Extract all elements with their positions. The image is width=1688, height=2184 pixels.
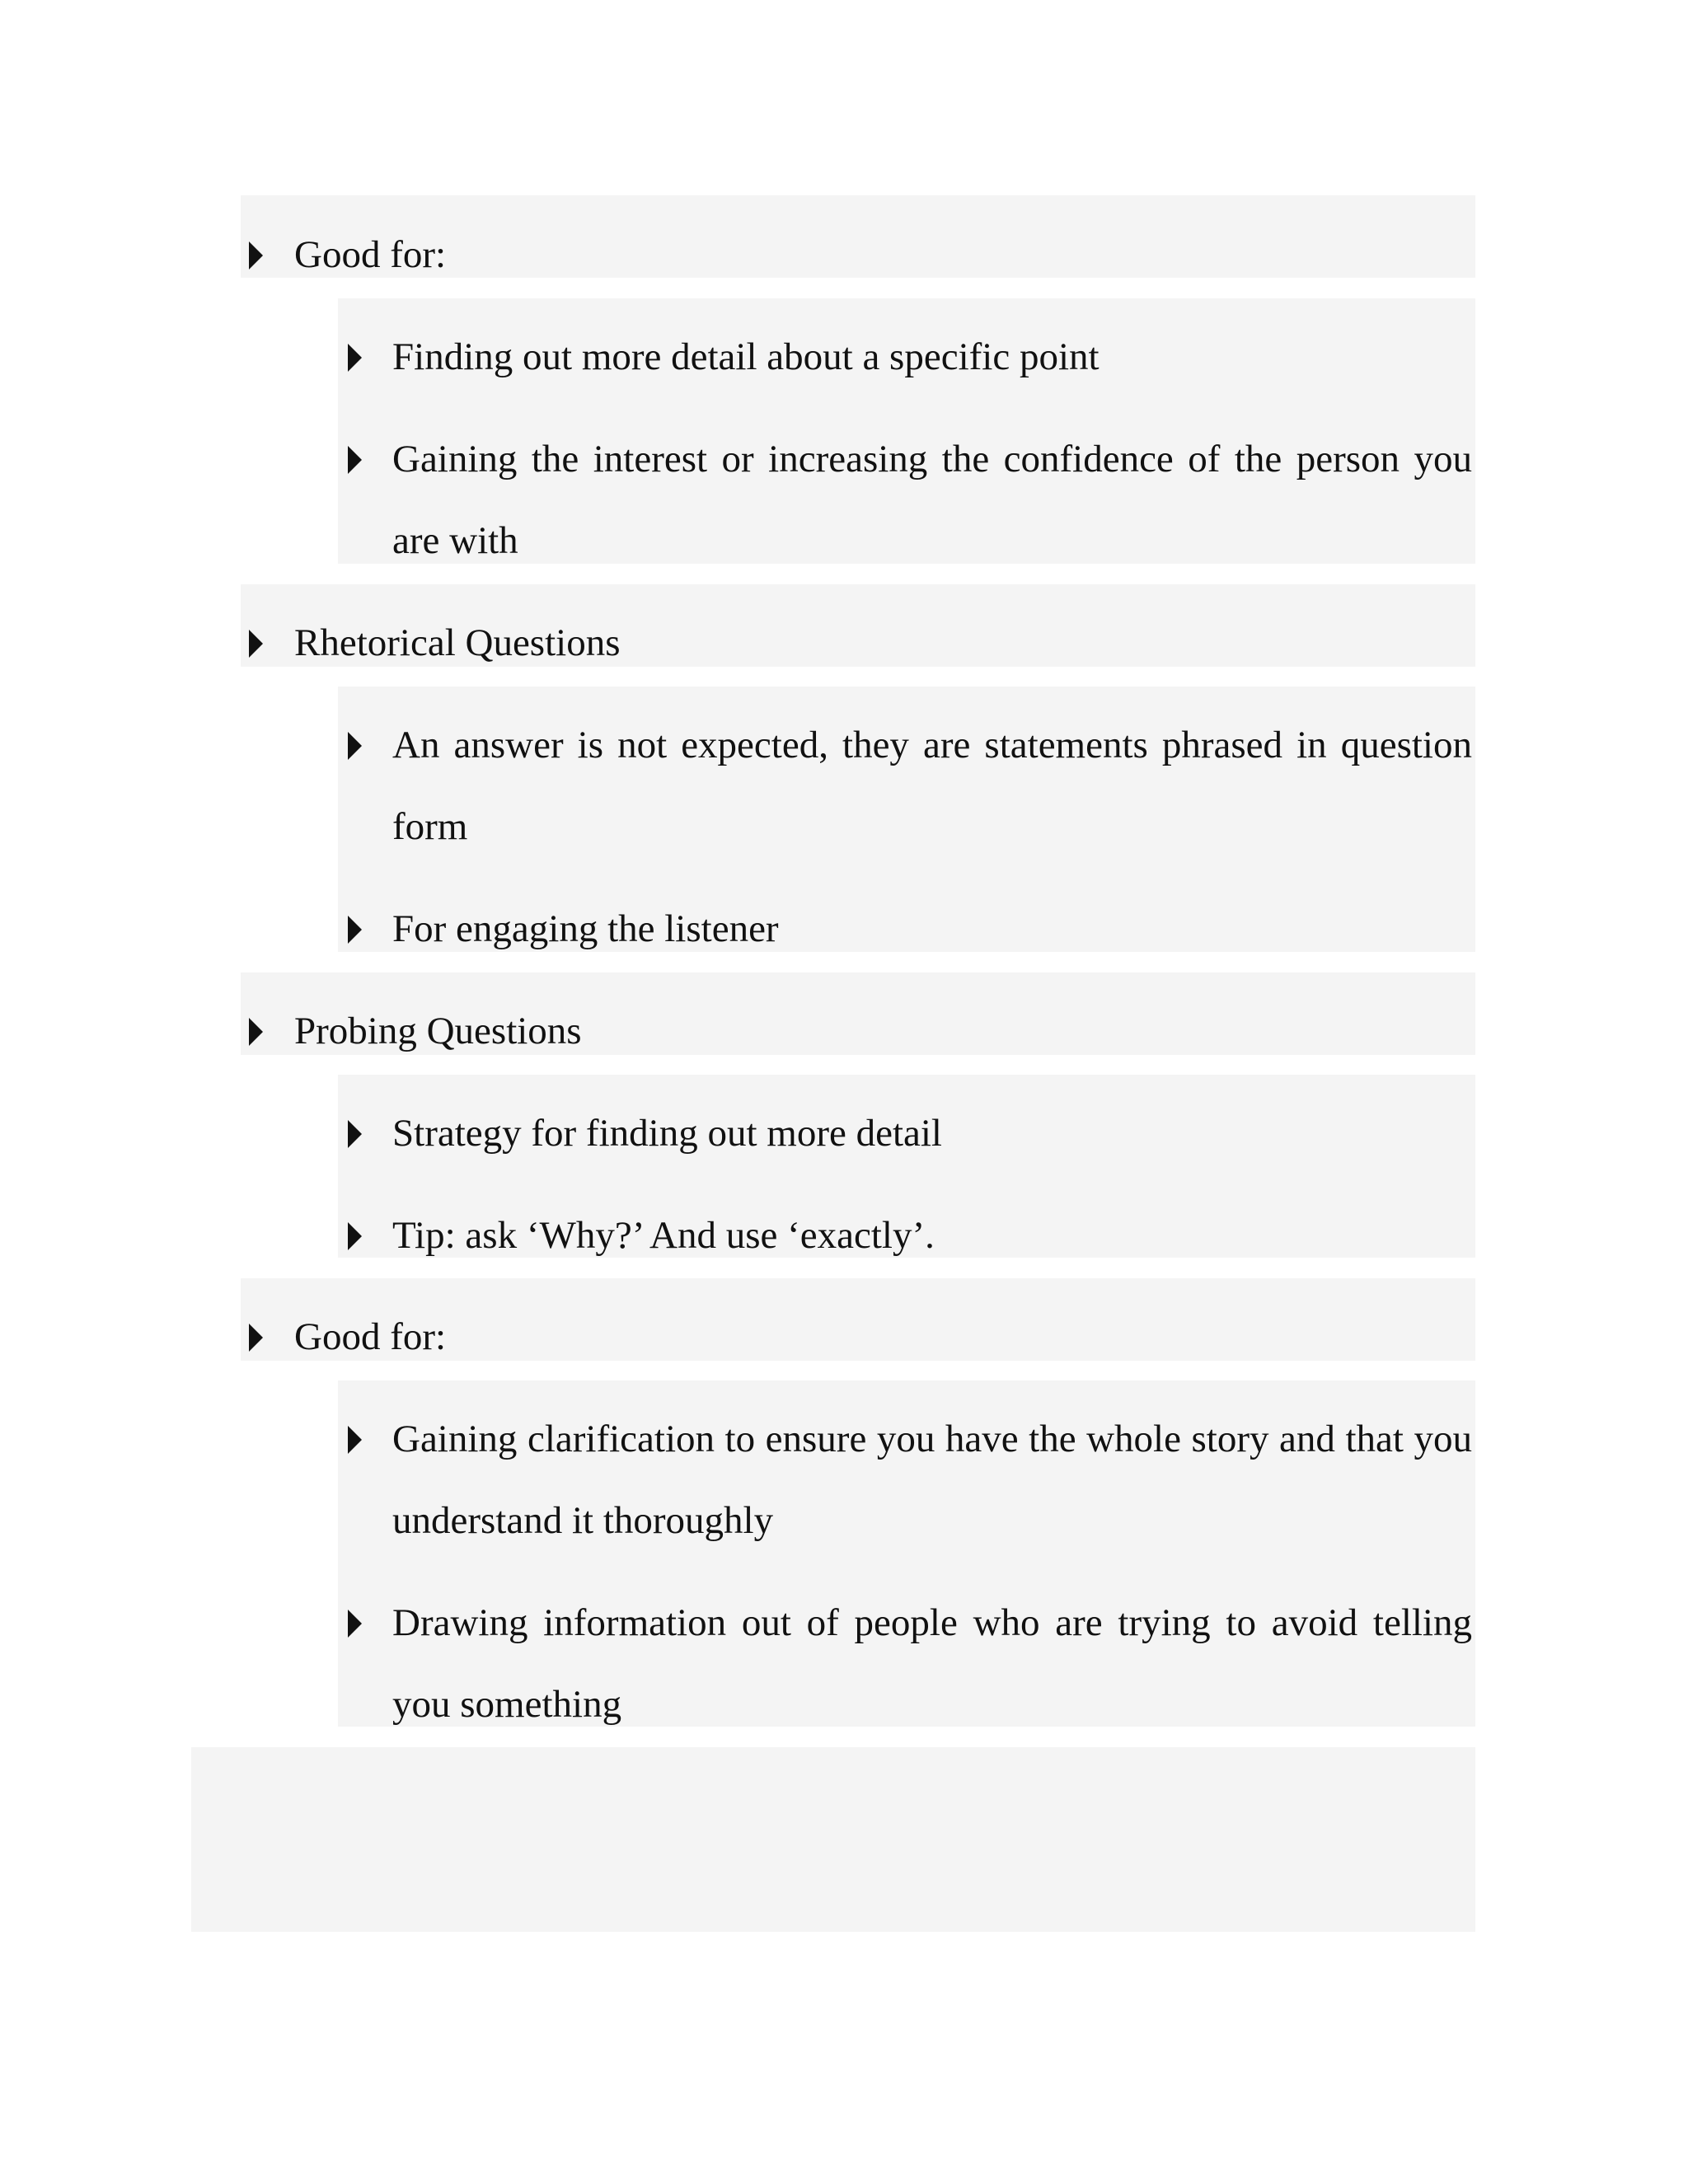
triangle-bullet-icon [348, 916, 362, 944]
triangle-bullet-icon [249, 241, 263, 269]
outline-subitem-text: For engaging the listener [392, 907, 779, 950]
outline-heading-good-for [247, 214, 1475, 296]
outline-subitem [346, 1399, 1475, 1562]
triangle-bullet-icon [348, 1610, 362, 1638]
outline-heading-text: Probing Questions [294, 1010, 582, 1052]
triangle-bullet-icon [348, 446, 362, 474]
outline-heading-good-for [247, 1296, 1475, 1378]
triangle-bullet-icon [249, 1324, 263, 1352]
triangle-bullet-icon [348, 1222, 362, 1250]
outline-subitem [346, 316, 1475, 398]
outline-subitem [346, 705, 1475, 868]
outline-subitem-text: Finding out more detail about a specific point [392, 335, 1100, 378]
outline-subitem [346, 1582, 1475, 1746]
outline-heading-text: Good for: [294, 233, 447, 276]
triangle-bullet-icon [249, 1018, 263, 1046]
outline-subitem [346, 1195, 1475, 1277]
outline-heading-text: Good for: [294, 1315, 447, 1358]
outline-subitem [346, 888, 1475, 970]
outline-subitem-text: Strategy for finding out more detail [392, 1112, 942, 1155]
triangle-bullet-icon [249, 630, 263, 658]
outline-heading-rhetorical-questions [247, 602, 1475, 684]
outline-subitem [346, 419, 1475, 582]
outline-subitem-text: Drawing information out of people who are trying to avoid telling you something [392, 1601, 1472, 1726]
outline-subitem-text: Gaining the interest or increasing the confidence of the person you are with [392, 438, 1472, 562]
outline-subitem [346, 1093, 1475, 1174]
outline-subitem-text: An answer is not expected, they are statements phrased in question form [392, 724, 1472, 848]
empty-block [191, 1747, 1475, 1932]
triangle-bullet-icon [348, 1426, 362, 1454]
triangle-bullet-icon [348, 344, 362, 372]
triangle-bullet-icon [348, 732, 362, 760]
outline-heading-text: Rhetorical Questions [294, 621, 621, 664]
triangle-bullet-icon [348, 1120, 362, 1148]
outline-heading-probing-questions [247, 991, 1475, 1072]
outline-subitem-text: Tip: ask ‘Why?’ And use ‘exactly’. [392, 1214, 935, 1257]
outline-subitem-text: Gaining clarification to ensure you have the whole story and that you understand it thoroughly [392, 1418, 1472, 1542]
